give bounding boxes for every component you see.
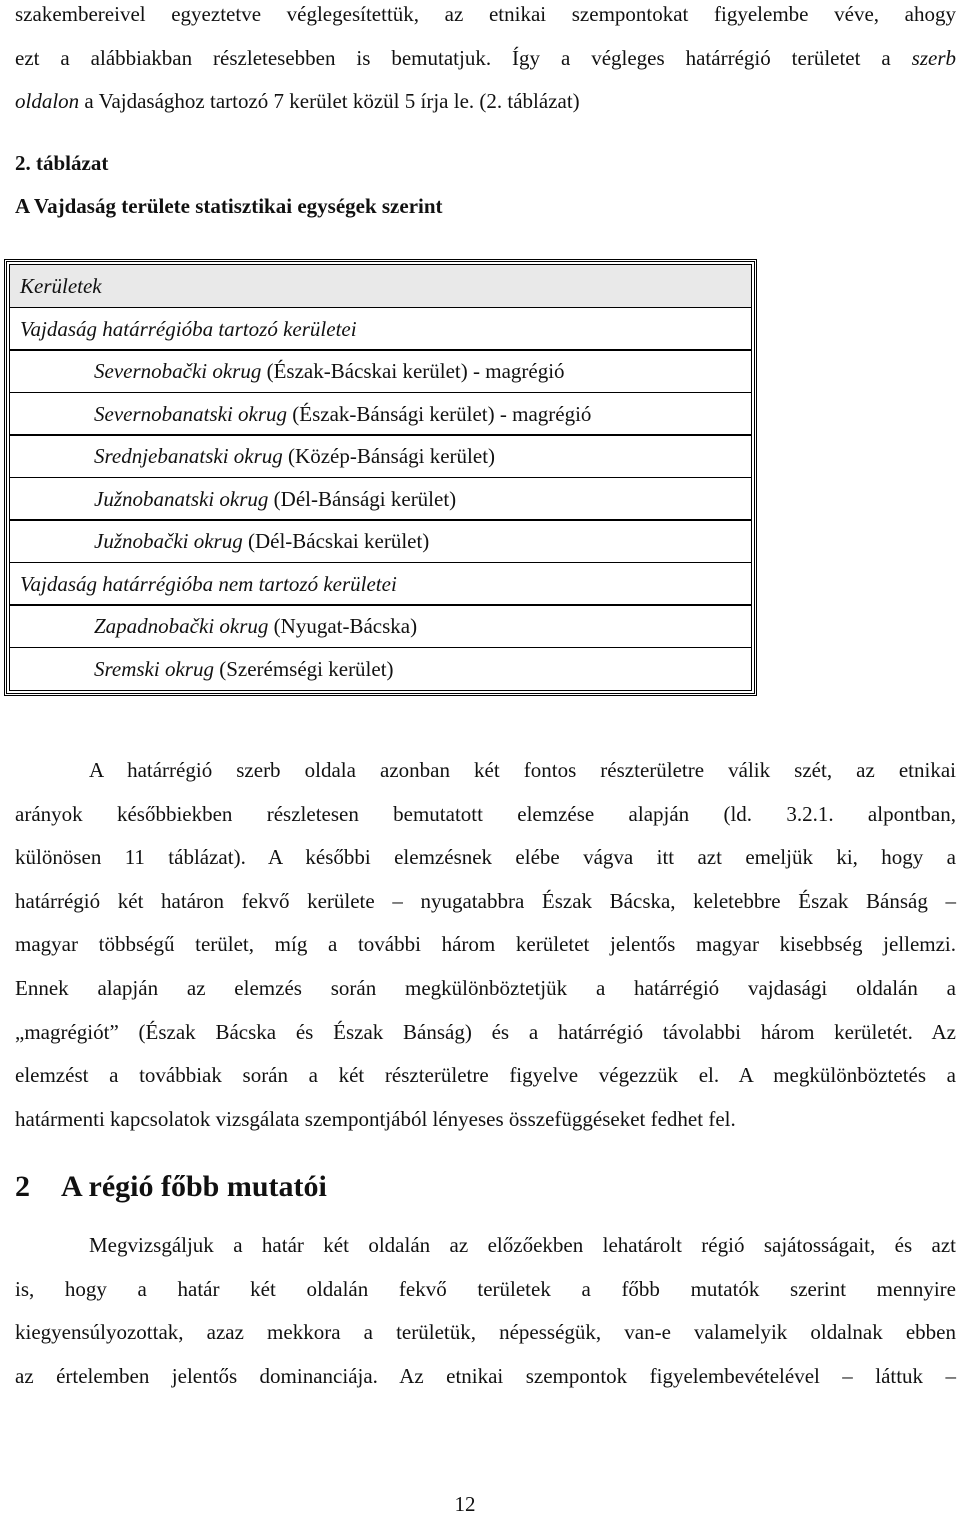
body-paragraph-1 (15, 749, 956, 1141)
table-header-row: Kerületek (9, 264, 752, 308)
body-paragraph-2 (15, 1224, 956, 1398)
intro-line: szakembereivel egyeztetve véglegesítettük, az etnikai szempontokat figyelembe véve, ahogy (15, 2, 956, 26)
intro-line: ezt a alábbiakban részletesebben is bemutatjuk. Így a végleges határrégió területet a szerb (15, 45, 956, 70)
table-label: 2. táblázat (15, 151, 109, 175)
intro-italic-oldalon: oldalon (15, 89, 80, 114)
table-row: Južnobanatski okrug (Dél-Bánsági kerület) (9, 477, 752, 521)
intro-line: oldalon a Vajdasághoz tartozó 7 kerület közül 5 írja le. (2. táblázat) (15, 89, 580, 114)
table-row: Sremski okrug (Szerémségi kerület) (9, 647, 752, 691)
section-title: A régió főbb mutatói (61, 1170, 327, 1203)
table-caption (15, 142, 443, 228)
table-row: Južnobački okrug (Dél-Bácskai kerület) (9, 519, 752, 563)
paragraph-line: Megvizsgáljuk a határ két oldalán az előzőekben lehatárolt régió sajátosságait, és azt (89, 1233, 956, 1257)
paragraph-line: különösen 11 táblázat). A későbbi elemzésnek elébe vágva itt azt emeljük ki, hogy a (15, 845, 956, 870)
districts-table (4, 259, 757, 696)
paragraph-line: is, hogy a határ két oldalán fekvő területek a főbb mutatók szerint mennyire (15, 1276, 956, 1301)
table-row: Srednjebanatski okrug (Közép-Bánsági kerület) (9, 434, 752, 478)
table-row: Zapadnobački okrug (Nyugat-Bácska) (9, 604, 752, 648)
paragraph-line: Ennek alapján az elemzés során megkülönböztetjük a határrégió vajdasági oldalán a (15, 975, 956, 1000)
intro-italic-szerb: szerb (911, 45, 956, 70)
table-title: A Vajdaság területe statisztikai egységek szerint (15, 194, 443, 218)
paragraph-line: határmenti kapcsolatok vizsgálata szempontjából lényeses összefüggéseket fedhet fel. (15, 1106, 736, 1131)
intro-paragraph (15, 0, 956, 124)
table-row: Severnobanatski okrug (Észak-Bánsági kerület) - magrégió (9, 392, 752, 436)
table-row: Severnobački okrug (Észak-Bácskai kerület) - magrégió (9, 349, 752, 393)
paragraph-line: az értelemben jelentős dominanciája. Az etnikai szempontok figyelembevételével – láttuk – (15, 1363, 956, 1388)
table-group-row: Vajdaság határrégióba nem tartozó kerületei (9, 562, 752, 606)
paragraph-line: arányok későbbiekben részletesen bemutatott elemzése alapján (ld. 3.2.1. alpontban, (15, 801, 956, 826)
section-number: 2 (15, 1170, 30, 1203)
paragraph-line: A határrégió szerb oldala azonban két fontos részterületre válik szét, az etnikai (89, 758, 956, 782)
section-heading (15, 1165, 327, 1209)
paragraph-line: „magrégiót” (Észak Bácska és Észak Bánság) és a határrégió távolabbi három kerületét. Az (15, 1019, 956, 1044)
paragraph-line: határrégió két határon fekvő kerülete – nyugatabbra Észak Bácska, keletebbre Észak Bánság – (15, 888, 956, 913)
page-number: 12 (454, 1492, 476, 1516)
paragraph-line: elemzést a továbbiak során a két részterületre figyelve végezzük el. A megkülönböztetés a (15, 1063, 956, 1088)
paragraph-line: kiegyensúlyozottak, azaz mekkora a területük, népességük, van-e valamelyik oldalnak ebben (15, 1320, 956, 1345)
paragraph-line: magyar többségű terület, míg a további három kerületet jelentős magyar kisebbség jellemzi. (15, 932, 956, 957)
table-group-row: Vajdaság határrégióba tartozó kerületei (9, 307, 752, 351)
